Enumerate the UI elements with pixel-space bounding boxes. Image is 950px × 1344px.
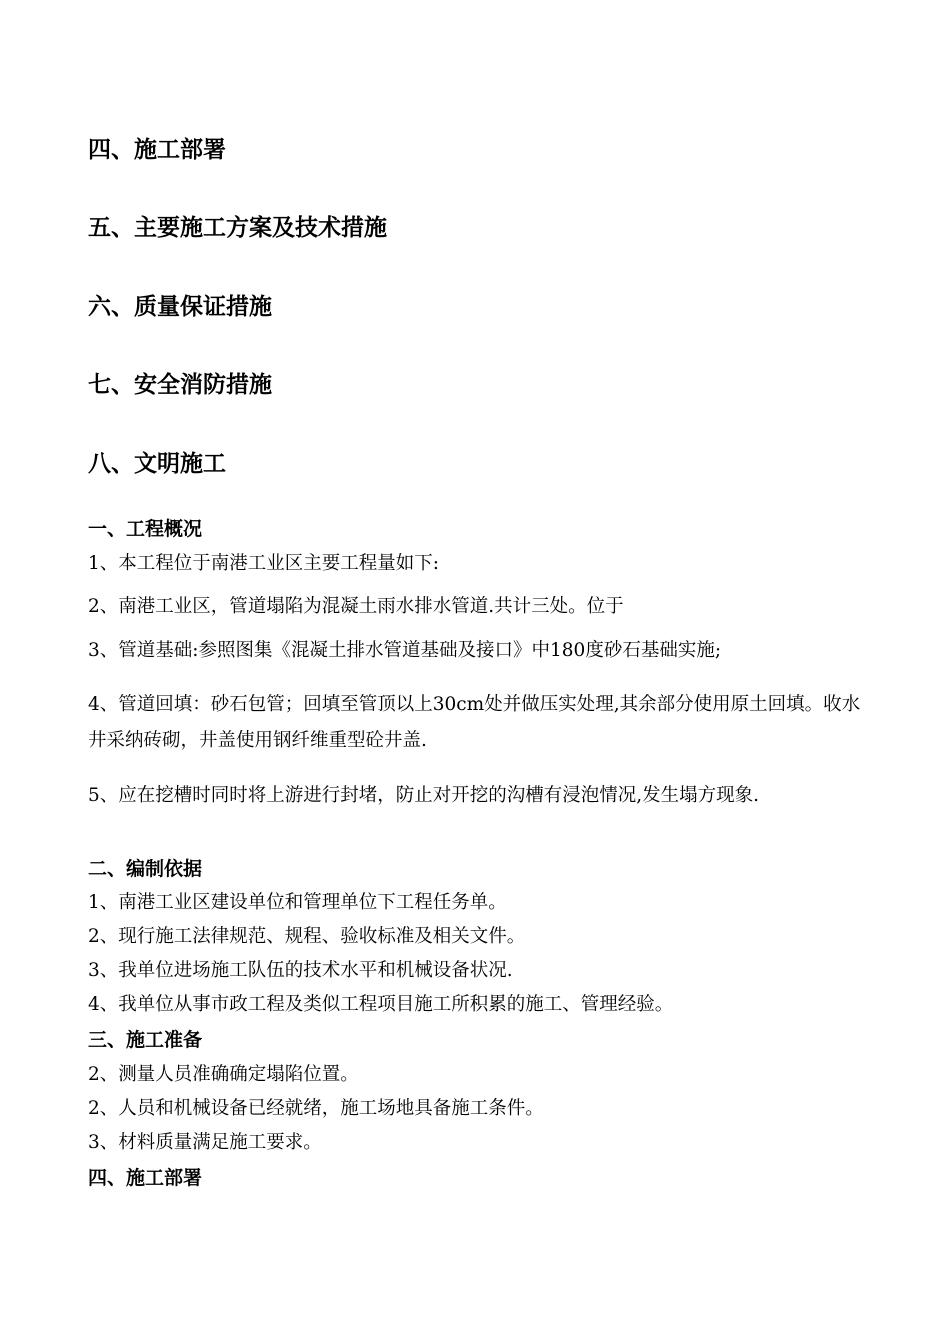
paragraph-preparation-3: 3、材料质量满足施工要求。 bbox=[88, 1132, 322, 1153]
paragraph-overview-4: 4、管道回填：砂石包管；回填至管顶以上30cm处并做压实处理,其余部分使用原土回填。收水井采纳砖砌，井盖使用钢纤维重型砼井盖. bbox=[88, 694, 861, 751]
section-heading-basis: 二、编制依据 bbox=[88, 858, 203, 880]
section-heading-deployment: 四、施工部署 bbox=[88, 1167, 203, 1189]
section-heading-overview: 一、工程概况 bbox=[88, 518, 203, 540]
paragraph-overview-1: 1、本工程位于南港工业区主要工程量如下: bbox=[88, 553, 440, 574]
paragraph-preparation-1: 2、测量人员准确确定塌陷位置。 bbox=[88, 1064, 359, 1085]
paragraph-overview-2: 2、南港工业区，管道塌陷为混凝土雨水排水管道.共计三处。位于 bbox=[88, 596, 624, 617]
paragraph-overview-5: 5、应在挖槽时同时将上游进行封堵，防止对开挖的沟槽有浸泡情况,发生塌方现象. bbox=[88, 785, 760, 806]
toc-item-quality: 六、质量保证措施 bbox=[88, 294, 272, 320]
toc-item-deployment: 四、施工部署 bbox=[88, 137, 226, 163]
paragraph-basis-1: 1、南港工业区建设单位和管理单位下工程任务单。 bbox=[88, 892, 507, 913]
section-heading-preparation: 三、施工准备 bbox=[88, 1029, 203, 1051]
toc-item-safety: 七、安全消防措施 bbox=[88, 372, 272, 398]
paragraph-preparation-2: 2、人员和机械设备已经就绪，施工场地具备施工条件。 bbox=[88, 1098, 544, 1119]
paragraph-basis-4: 4、我单位从事市政工程及类似工程项目施工所积累的施工、管理经验。 bbox=[88, 994, 674, 1015]
paragraph-basis-3: 3、我单位进场施工队伍的技术水平和机械设备状况. bbox=[88, 960, 513, 981]
paragraph-basis-2: 2、现行施工法律规范、规程、验收标准及相关文件。 bbox=[88, 926, 526, 947]
paragraph-overview-3: 3、管道基础:参照图集《混凝土排水管道基础及接口》中180度砂石基础实施; bbox=[88, 640, 722, 661]
toc-item-construction-plan: 五、主要施工方案及技术措施 bbox=[88, 215, 387, 241]
toc-item-civilized: 八、文明施工 bbox=[88, 451, 226, 477]
